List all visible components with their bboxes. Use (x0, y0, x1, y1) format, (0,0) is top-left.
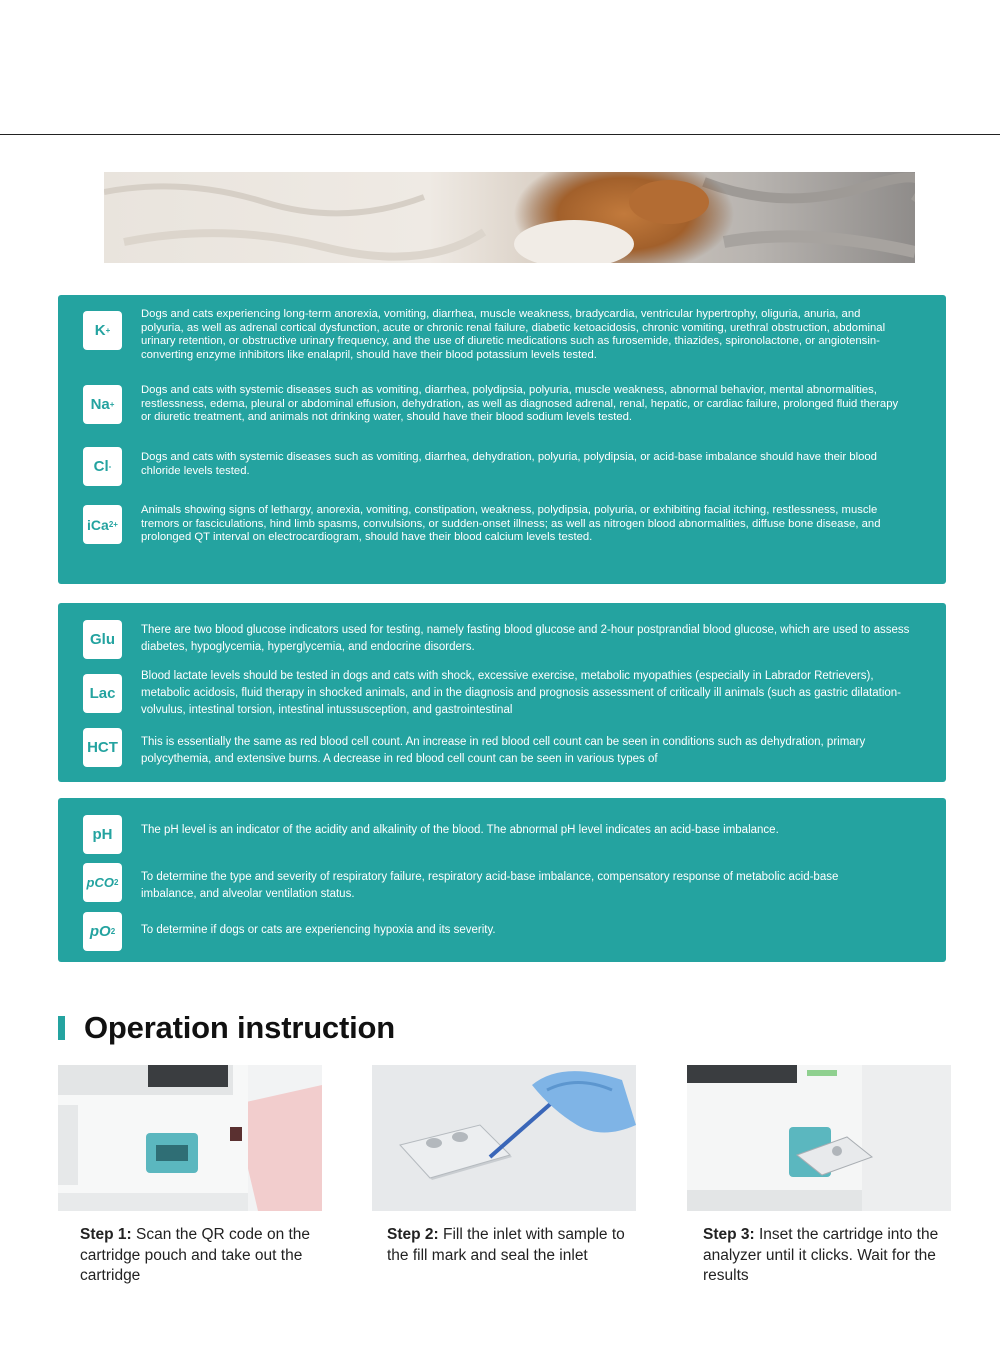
step2-label: Step 2: (387, 1226, 439, 1243)
badge-hct: HCT (83, 728, 122, 767)
chloride-description: Dogs and cats with systemic diseases such as vomiting, diarrhea, dehydration, polyuria, polydipsia, or acid-base imbalance should have their blood chloride levels tested. (141, 451, 877, 477)
step1-caption (80, 1225, 320, 1287)
potassium-description: Dogs and cats experiencing long-term anorexia, vomiting, diarrhea, muscle weakness, bradycardia, ventricular hypertrophy, oliguria, anuria, and polyuria, as well as adrenal cortical dysfunction, acute or chronic renal failure, diabetic ketoacidosis, chronic vomiting, urethral obstruction, abdominal urinary retention, or obstructive urinary frequency, and the use of diuretic medications such as furosemide, thiazides, spironolactone, or angiotensin-converting enzyme inhibitors like enalapril, should have their blood potassium levels tested. (141, 308, 886, 361)
step3-insert-cartridge-image (687, 1065, 951, 1211)
badge-k: K + (83, 311, 122, 350)
badge-na: Na + (83, 385, 122, 424)
hero-pet-photo (104, 172, 915, 263)
step2-caption (387, 1225, 627, 1266)
po2-description: To determine if dogs or cats are experiencing hypoxia and its severity. (141, 924, 496, 936)
hematocrit-description: This is essentially the same as red blood cell count. An increase in red blood cell count can be seen in conditions such as dehydration, primary polycythemia, and extensive burns. A decrease in red blood cell count can be seen in various types of (141, 736, 866, 765)
operation-heading (58, 1006, 395, 1050)
step1-analyzer-scan-image (58, 1065, 322, 1211)
step2-fill-cartridge-image (372, 1065, 636, 1211)
badge-cl: Cl - (83, 447, 122, 486)
electrolyte-panel (58, 295, 946, 584)
step2-text: Fill the inlet with sample to the fill mark and seal the inlet (387, 1226, 625, 1264)
badge-ph: pH (83, 815, 122, 854)
calcium-description: Animals showing signs of lethargy, anorexia, vomiting, constipation, weakness, polydipsia, polyuria, or exhibiting facial itching, restlessness, muscle tremors or fasciculations, hind limb spasms, convulsions, or sudden-onset illness; as well as nitrogen blood abnormalities, diffuse bone disease, and prolonged QT interval on electrocardiogram, should have their blood calcium levels tested. (141, 504, 881, 543)
glucose-description: There are two blood glucose indicators used for testing, namely fasting blood glucose and 2-hour postprandial blood glucose, which are used to assess diabetes, hypoglycemia, hyperglycemia, and endocrine disorders. (141, 624, 910, 653)
step3-label: Step 3: (703, 1226, 755, 1243)
step3-caption (703, 1225, 943, 1287)
operation-title: Operation instruction (84, 1010, 395, 1045)
lactate-description: Blood lactate levels should be tested in dogs and cats with shock, excessive exercise, metabolic myopathies (especially in Labrador Retrievers), metabolic acidosis, fluid therapy in shocked animals, and in the diagnosis and prognosis assessment of critically ill animals (such as gastric dilatation-volvulus, intestinal torsion, intestinal intussusception, and gastrointestinal (141, 670, 902, 716)
metabolite-panel (58, 603, 946, 782)
ph-description: The pH level is an indicator of the acidity and alkalinity of the blood. The abnormal pH level indicates an acid-base imbalance. (141, 824, 779, 836)
badge-ica: iCa 2+ (83, 505, 122, 544)
badge-glu: Glu (83, 620, 122, 659)
badge-pco2: pCO 2 (83, 863, 122, 902)
sodium-description: Dogs and cats with systemic diseases such as vomiting, diarrhea, polydipsia, polyuria, muscle weakness, abnormal behavior, mental abnormalities, restlessness, edema, pleural or abdominal effusion, dehydration, as well as diagnosed adrenal, renal, hepatic, or cardiac failure, prolonged fluid therapy or diuretic treatment, and animals not drinking water, should have their blood sodium levels tested. (141, 384, 899, 423)
pco2-description: To determine the type and severity of respiratory failure, respiratory acid-base imbalance, compensatory response of metabolic acid-base imbalance, and alveolar ventilation status. (141, 871, 839, 900)
step1-label: Step 1: (80, 1226, 132, 1243)
blood-gas-panel (58, 798, 946, 962)
heading-accent-bar (58, 1016, 65, 1040)
step3-text: Inset the cartridge into the analyzer until it clicks. Wait for the results (703, 1226, 939, 1284)
badge-lac: Lac (83, 674, 122, 713)
badge-po2: pO 2 (83, 912, 122, 951)
step1-text: Scan the QR code on the cartridge pouch and take out the cartridge (80, 1226, 311, 1284)
top-divider (0, 134, 1000, 135)
